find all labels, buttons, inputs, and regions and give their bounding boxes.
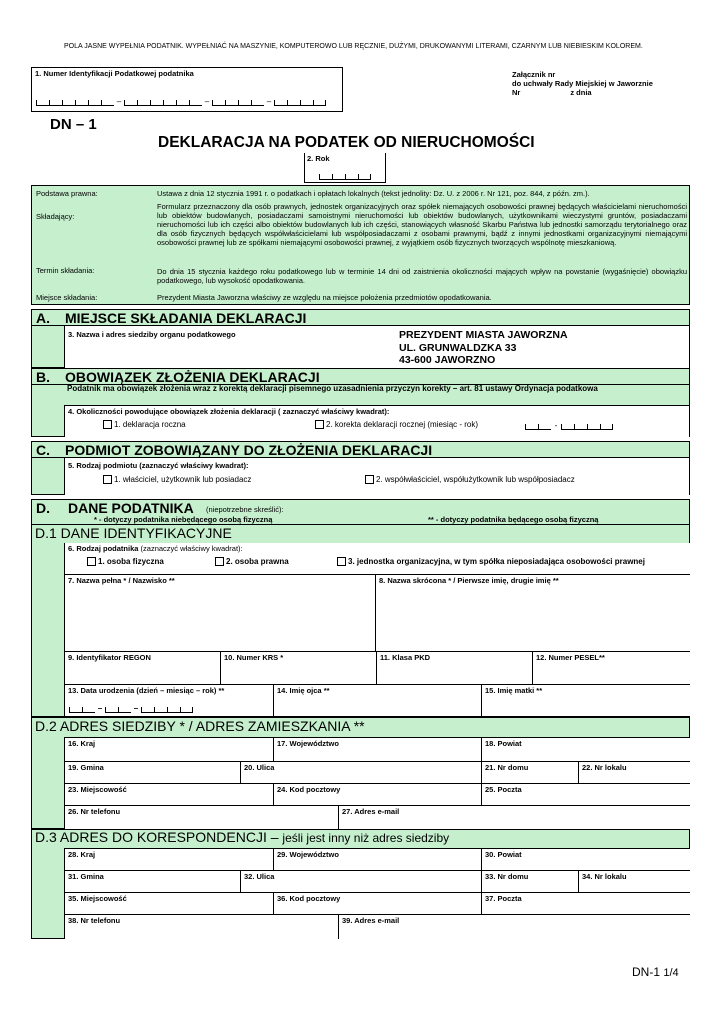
checkbox-legal-person[interactable] — [215, 557, 224, 566]
field-19-label: 19. Gmina — [68, 763, 104, 772]
form-code: DN – 1 — [50, 116, 97, 133]
field-30[interactable] — [482, 849, 690, 871]
d1-title: D.1 DANE IDENTYFIKACYJNE — [35, 525, 232, 541]
field-33[interactable] — [482, 871, 579, 893]
field-4-label: 4. Okoliczności powodujące obowiązek złożenia deklaracji ( zaznaczyć właściwy kwadrat): — [68, 407, 390, 416]
field-17[interactable] — [274, 738, 482, 762]
field-24[interactable] — [274, 784, 482, 806]
year-label: 2. Rok — [307, 154, 330, 163]
field-8[interactable] — [376, 575, 690, 652]
field-28[interactable] — [65, 849, 274, 871]
section-a-title: MIEJSCE SKŁADANIA DEKLARACJI — [65, 309, 307, 326]
attachment-line1: Załącznik nr — [512, 70, 556, 79]
checkbox-organization[interactable] — [337, 557, 346, 566]
field-30-label: 30. Powiat — [485, 850, 522, 859]
field-39[interactable] — [339, 915, 690, 939]
field-26[interactable] — [65, 806, 339, 829]
attachment-line2: do uchwały Rady Miejskiej w Jaworznie — [512, 79, 653, 88]
termin-text: Do dnia 15 stycznia każdego roku podatkowego lub w terminie 14 dni od zaistnienia okoliczności mających wpływ na powstanie (wygaśnięcie) obowiązku podatkowego, lub wysokość opodatkowania. — [157, 267, 687, 285]
field-12-label: 12. Numer PESEL** — [536, 653, 605, 662]
podstawa-text: Ustawa z dnia 12 stycznia 1991 r. o podatkach i opłatach lokalnych (tekst jednolity: Dz. U. z 2006 r. Nr 121, poz. 844, z późn. zm.). — [157, 189, 590, 198]
section-b-title: OBOWIĄZEK ZŁOŻENIA DEKLARACJI — [65, 368, 320, 385]
field-27[interactable] — [339, 806, 690, 829]
option-correction[interactable] — [315, 420, 478, 430]
checkbox-coowner[interactable] — [365, 475, 374, 484]
field-31-label: 31. Gmina — [68, 872, 104, 881]
option-owner-label: 1. właściciel, użytkownik lub posiadacz — [114, 475, 252, 484]
field-7[interactable] — [65, 575, 376, 652]
field-27-label: 27. Adres e-mail — [342, 807, 400, 816]
field-29-label: 29. Województwo — [277, 850, 339, 859]
miejsce-label: Miejsce składania: — [36, 293, 98, 302]
section-c-title: PODMIOT ZOBOWIĄZANY DO ZŁOŻENIA DEKLARACJI — [65, 441, 433, 458]
tax-office-address — [399, 329, 568, 367]
field-17-label: 17. Województwo — [277, 739, 339, 748]
miejsce-text: Prezydent Miasta Jaworzna właściwy ze względu na miejsce położenia przedmiotów opodatkowania. — [157, 293, 492, 302]
section-d-title: DANE PODATNIKA — [68, 500, 194, 516]
option-natural-person-label: 1. osoba fizyczna — [98, 557, 164, 566]
field-21[interactable] — [482, 762, 579, 784]
footer-code: DN-1 — [632, 965, 661, 979]
d3-title — [35, 829, 449, 845]
year-box — [304, 153, 386, 183]
skladajacy-text: Formularz przeznaczony dla osób prawnych, jednostek organizacyjnych oraz spółek niemających osobowości prawnej będących właścicielami nieruchomości lub obiektów budowlanych, posiadaczami samoistnymi nieruchomości lub obiektów budowlanych, użytkownikami wieczystymi gruntów, posiadaczami nieruchomości lub ich części albo obiektów budowlanych lub ich części, stanowiących własność Skarbu Państwa lub jednostki samorządu terytorialnego oraz dla osób fizycznych będących współwłaścicielami lub współposiadaczami z osobami prawnymi, bądź z innymi jednostkami organizacyjnymi niemającymi osobowości prawnej lub ze spółkami niemającymi osobowości prawnej, z wyjątkiem osób fizycznych tworzących wspólnotę mieszkaniową. — [157, 202, 687, 247]
nip-box — [31, 67, 343, 112]
section-c-header — [31, 441, 690, 458]
field-20-label: 20. Ulica — [244, 763, 275, 772]
field-37-label: 37. Poczta — [485, 894, 522, 903]
attachment-info — [512, 70, 653, 97]
option-natural-person[interactable] — [87, 557, 164, 567]
field-16-label: 16. Kraj — [68, 739, 96, 748]
section-a-letter: A. — [36, 309, 50, 326]
field-23-label: 23. Miejscowość — [68, 785, 127, 794]
field-35-label: 35. Miejscowość — [68, 894, 127, 903]
field-9[interactable] — [65, 652, 221, 685]
field-16[interactable] — [65, 738, 274, 762]
section-d-note2: ** - dotyczy podatnika będącego osobą fizyczną — [428, 515, 599, 524]
section-d-note1: * - dotyczy podatnika niebędącego osobą fizyczną — [94, 515, 273, 524]
header-note: POLA JASNE WYPEŁNIA PODATNIK. WYPEŁNIAĆ NA MASZYNIE, KOMPUTEROWO LUB RĘCZNIE, DUŻYMI, DRUKOWANYMI LITERAMI, CZARNYM LUB NIEBIESKIM KOLOREM. — [64, 43, 643, 50]
termin-label: Termin składania: — [36, 266, 95, 275]
field-34[interactable] — [579, 871, 690, 893]
field-24-label: 24. Kod pocztowy — [277, 785, 341, 794]
address-line2: UL. GRUNWALDZKA 33 — [399, 341, 517, 354]
podstawa-label: Podstawa prawna: — [36, 189, 98, 198]
birthdate-digits[interactable]: – – — [69, 705, 193, 713]
field-6-label: 6. Rodzaj podatnika — [68, 544, 139, 553]
field-6 — [65, 543, 690, 575]
option-owner[interactable] — [103, 475, 251, 485]
address-line1: PREZYDENT MIASTA JAWORZNA — [399, 329, 568, 341]
section-d-title-note: (niepotrzebne skreślić): — [206, 505, 284, 514]
option-legal-person-label: 2. osoba prawna — [226, 557, 289, 566]
field-12[interactable] — [533, 652, 690, 685]
section-d-letter: D. — [36, 500, 50, 516]
section-d-header — [31, 499, 690, 525]
field-6-note: (zaznaczyć właściwy kwadrat): — [140, 544, 243, 553]
page-title: DEKLARACJA NA PODATEK OD NIERUCHOMOŚCI — [158, 134, 535, 151]
field-20[interactable] — [241, 762, 482, 784]
page-footer — [632, 965, 679, 979]
section-b-letter: B. — [36, 368, 50, 385]
correction-date-digits[interactable]: - — [525, 422, 613, 430]
field-28-label: 28. Kraj — [68, 850, 96, 859]
field-25[interactable] — [482, 784, 690, 806]
field-26-label: 26. Nr telefonu — [68, 807, 121, 816]
field-32[interactable] — [241, 871, 482, 893]
field-8-label: 8. Nazwa skrócona * / Pierwsze imię, drugie imię ** — [379, 576, 559, 585]
option-organization[interactable] — [337, 557, 645, 567]
field-33-label: 33. Nr domu — [485, 872, 529, 881]
nip-label: 1. Numer Identyfikacji Podatkowej podatnika — [35, 69, 194, 78]
field-22[interactable] — [579, 762, 690, 784]
footer-page: 1/4 — [663, 967, 679, 979]
option-annual[interactable] — [103, 420, 186, 430]
field-38-label: 38. Nr telefonu — [68, 916, 121, 925]
field-37[interactable] — [482, 893, 690, 915]
field-38[interactable] — [65, 915, 339, 939]
field-15-label: 15. Imię matki ** — [485, 686, 543, 695]
field-36[interactable] — [274, 893, 482, 915]
skladajacy-label: Składający: — [36, 212, 75, 221]
field-14-label: 14. Imię ojca ** — [277, 686, 330, 695]
option-correction-label: 2. korekta deklaracji rocznej (miesiąc - rok) — [326, 420, 479, 429]
field-11[interactable] — [377, 652, 533, 685]
section-c-letter: C. — [36, 441, 50, 458]
address-line3: 43-600 JAWORZNO — [399, 354, 496, 367]
option-coowner-label: 2. współwłaściciel, współużytkownik lub współposiadacz — [376, 475, 575, 484]
field-7-label: 7. Nazwa pełna * / Nazwisko ** — [68, 576, 175, 585]
checkbox-correction[interactable] — [315, 420, 324, 429]
field-36-label: 36. Kod pocztowy — [277, 894, 341, 903]
field-19[interactable] — [65, 762, 241, 784]
field-34-label: 34. Nr lokalu — [582, 872, 627, 881]
field-3-label: 3. Nazwa i adres siedziby organu podatkowego — [68, 330, 236, 339]
field-10[interactable] — [221, 652, 377, 685]
checkbox-annual[interactable] — [103, 420, 112, 429]
d3-title-note: jeśli jest inny niż adres siedziby — [282, 831, 450, 845]
field-15[interactable] — [482, 685, 690, 717]
field-11-label: 11. Klasa PKD — [380, 653, 431, 662]
section-b-note: Podatnik ma obowiązek złożenia wraz z korektą deklaracji pisemnego uzasadnienia przyczyn korekty – art. 81 ustawy Ordynacja podatkowa — [67, 384, 598, 393]
field-21-label: 21. Nr domu — [485, 763, 529, 772]
field-18-label: 18. Powiat — [485, 739, 522, 748]
field-31[interactable] — [65, 871, 241, 893]
section-a-header — [31, 309, 690, 326]
checkbox-owner[interactable] — [103, 475, 112, 484]
field-9-label: 9. Identyfikator REGON — [68, 653, 151, 662]
attachment-date: z dnia — [570, 88, 592, 97]
field-22-label: 22. Nr lokalu — [582, 763, 627, 772]
field-14[interactable] — [274, 685, 482, 717]
nip-digits[interactable]: – – – — [36, 98, 326, 106]
field-32-label: 32. Ulica — [244, 872, 275, 881]
field-18[interactable] — [482, 738, 690, 762]
field-29[interactable] — [274, 849, 482, 871]
option-organization-label: 3. jednostka organizacyjna, w tym spółka nieposiadająca osobowości prawnej — [348, 557, 645, 566]
field-10-label: 10. Numer KRS * — [224, 653, 284, 662]
field-3 — [64, 326, 690, 368]
option-coowner[interactable] — [365, 475, 575, 485]
checkbox-natural-person[interactable] — [87, 557, 96, 566]
field-13-label: 13. Data urodzenia (dzień – miesiąc – rok) ** — [68, 686, 225, 695]
field-4 — [64, 405, 690, 437]
field-25-label: 25. Poczta — [485, 785, 522, 794]
field-35[interactable] — [65, 893, 274, 915]
year-digits[interactable] — [319, 172, 371, 180]
d3-title-main: D.3 ADRES DO KORESPONDENCJI – — [35, 829, 283, 845]
field-13 — [65, 685, 274, 717]
field-39-label: 39. Adres e-mail — [342, 916, 400, 925]
field-5-label: 5. Rodzaj podmiotu (zaznaczyć właściwy kwadrat): — [68, 461, 249, 470]
attachment-nr: Nr — [512, 88, 521, 97]
option-legal-person[interactable] — [215, 557, 289, 567]
option-annual-label: 1. deklaracja roczna — [114, 420, 186, 429]
field-5 — [64, 458, 690, 495]
d2-title: D.2 ADRES SIEDZIBY * / ADRES ZAMIESZKANIA ** — [35, 718, 365, 734]
section-b-header — [31, 368, 690, 385]
field-23[interactable] — [65, 784, 274, 806]
